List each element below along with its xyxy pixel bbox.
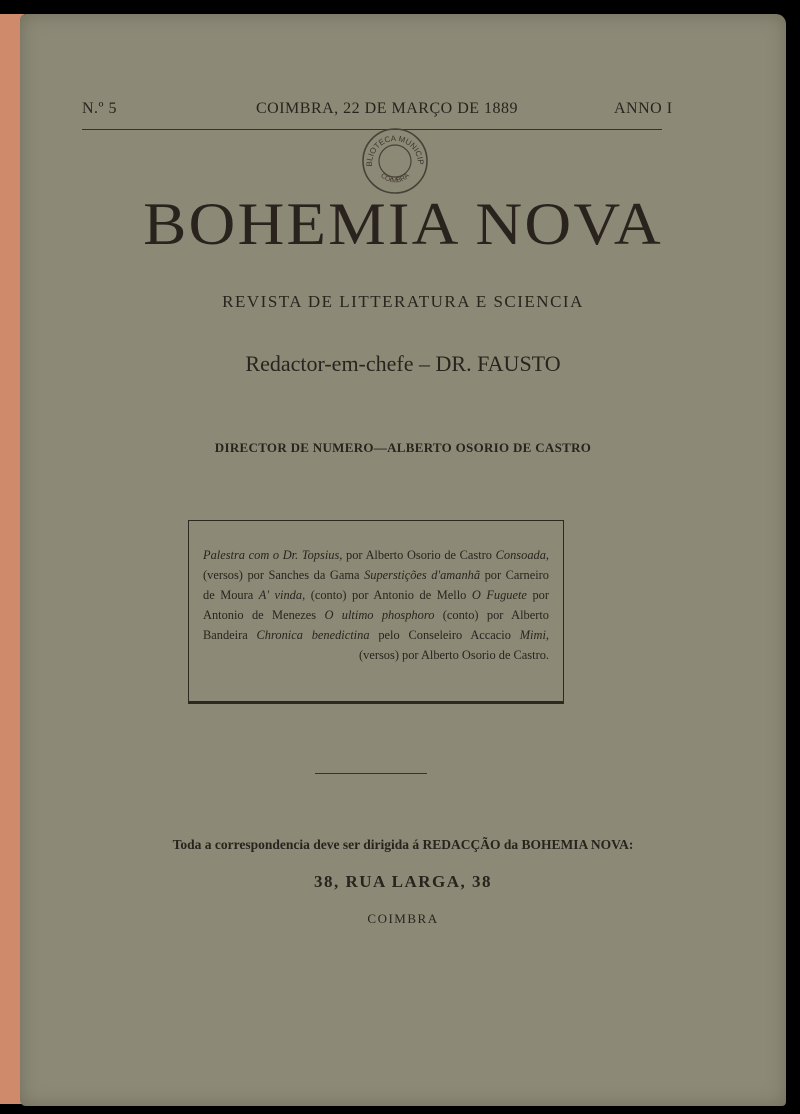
editor-in-chief: Redactor-em-chefe – DR. FAUSTO [245, 351, 561, 376]
correspondence-note: Toda a correspondencia deve ser dirigida á REDACÇÃO da BOHEMIA NOVA: [172, 837, 634, 852]
contents-item-author: , (versos) por Alberto Osorio de Castro. [359, 628, 549, 662]
contents-item-title: Mimi [519, 628, 546, 642]
contents-item-author: , por Alberto Osorio de Castro [339, 548, 496, 562]
contents-item-author: por Carneiro de Moura [203, 568, 549, 602]
journal-title: BOHEMIA NOVA [143, 191, 663, 257]
svg-text:BIBLIOTECA MUNICIPAL [360, 126, 425, 167]
contents-item-title: Superstições d'amanhã [364, 568, 481, 582]
contents-item-title: O ultimo phosphoro [324, 608, 435, 622]
contents-item-author: , (conto) por Antonio de Mello [302, 588, 472, 602]
issue-date: COIMBRA, 22 DE MARÇO DE 1889 [256, 100, 519, 117]
stamp-text-top: BLIOTECA MUNICIP [364, 133, 426, 167]
contents-item-author: (conto) por Alberto Bandeira [203, 608, 549, 642]
contents-item-author: , (versos) por Sanches da Gama [203, 548, 550, 582]
stamp-text-bottom: COIMBRA [379, 172, 411, 185]
contents-item-title: Consoada [495, 548, 546, 562]
issue-director: DIRECTOR DE NUMERO—ALBERTO OSORIO DE CASTRO [214, 440, 592, 455]
issue-number: N.º 5 [82, 100, 118, 117]
issue-year: ANNO I [614, 100, 673, 117]
library-stamp [360, 126, 430, 196]
city-line: COIMBRA [367, 911, 439, 926]
contents-text [203, 545, 549, 665]
contents-item-title: A' vinda [258, 588, 303, 602]
contents-box [188, 520, 564, 704]
contents-item-title: O Fuguete [471, 588, 527, 602]
contents-item-author: por Antonio de Menezes [203, 588, 549, 622]
svg-text:COIMBRA [379, 172, 411, 185]
contents-item-title: Palestra com o Dr. Topsius [203, 548, 340, 562]
contents-item-title: Chronica benedictina [256, 628, 370, 642]
contents-item-author: pelo Conseleiro Accacio [369, 628, 520, 642]
section-divider [315, 773, 427, 774]
journal-subtitle: REVISTA DE LITTERATURA E SCIENCIA [222, 292, 584, 311]
journal-cover [20, 14, 786, 1106]
address-line: 38, RUA LARGA, 38 [313, 872, 493, 891]
